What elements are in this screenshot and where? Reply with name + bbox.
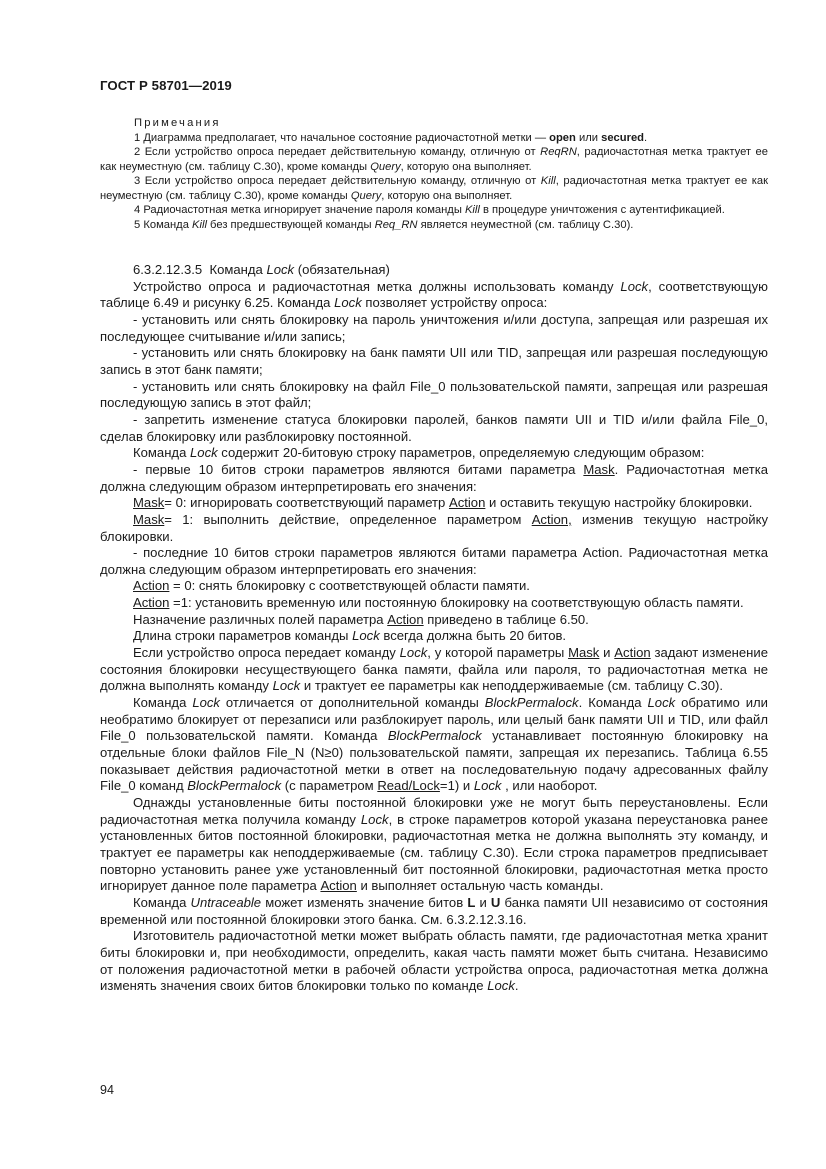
list-item: - установить или снять блокировку на файл File_0 пользовательской памяти, запрещая или разрешая последующую запись в этот файл; (100, 378, 768, 411)
paragraph: Назначение различных полей параметра Action приведено в таблице 6.50. (133, 611, 589, 627)
list-item: - установить или снять блокировку на пароль уничтожения и/или доступа, запрещая или разрешая их последующее считывание и/или запись; (100, 311, 768, 344)
list-item: - первые 10 битов строки параметров являются битами параметра Mask. Радиочастотная метка должна следующим образом интерпретировать его значения: (100, 461, 768, 494)
paragraph: Команда Lock содержит 20-битовую строку параметров, определяемую следующим образом: (133, 445, 705, 461)
list-item: - запретить изменение статуса блокировки паролей, банков памяти UII и TID и/или файла File_0, сделав блокировку или разблокировку постоянной. (100, 411, 768, 444)
mask-value-1: Mask= 1: выполнить действие, определенное параметром Action, изменив текущую настройку блокировки. (100, 511, 768, 544)
notes-section (100, 116, 768, 232)
list-item: - установить или снять блокировку на банк памяти UII или TID, запрещая или разрешая последующую запись в этот банк памяти; (100, 345, 768, 377)
note-item: 1 Диаграмма предполагает, что начальное состояние радиочастотной метки — open или secured. (134, 131, 648, 144)
note-item: 4 Радиочастотная метка игнорирует значение пароля команды Kill в процедуре уничтожения с аутентификацией. (134, 204, 725, 216)
paragraph: Если устройство опроса передает команду Lock, у которой параметры Mask и Action задают изменение состояния блокировки несуществующего банка памяти, файла или пароля, то радиочастотная метка не должна выполнять команду Lock и трактует ее параметры как неподдерживаемые (см. таблицу С.30). (100, 645, 768, 694)
note-item: 2 Если устройство опроса передает действительную команду, отличную от ReqRN, радиочастотная метка трактует ее как неуместную (см. таблицу С.30), кроме команды Query, которую она выполняет. (100, 146, 768, 173)
paragraph: Устройство опроса и радиочастотная метка должны использовать команду Lock, соответствующую таблице 6.49 и рисунку 6.25. Команда Lock позволяет устройству опроса: (100, 278, 768, 311)
action-value-0: Action = 0: снять блокировку с соответствующей области памяти. (133, 578, 530, 594)
action-value-1: Action =1: установить временную или постоянную блокировку на соответствующую область памяти. (133, 595, 744, 611)
notes-caption: Примечания (134, 117, 221, 129)
note-item: 5 Команда Kill без предшествующей команды Req_RN является неуместной (см. таблицу С.30). (134, 218, 634, 231)
list-item: - последние 10 битов строки параметров являются битами параметра Action. Радиочастотная метка должна следующим образом интерпретировать его значения: (100, 545, 768, 577)
note-item: 3 Если устройство опроса передает действительную команду, отличную от Kill, радиочастотная метка трактует ее как неуместную (см. таблицу С.30), кроме команды Query, которую она выполняет. (100, 175, 768, 202)
document-header: ГОСТ Р 58701—2019 (100, 78, 232, 93)
paragraph: Команда Untraceable может изменять значение битов L и U банка памяти UII независимо от состояния временной или постоянной блокировки этого банка. См. 6.3.2.12.3.16. (100, 894, 768, 927)
paragraph: Длина строки параметров команды Lock всегда должна быть 20 битов. (133, 628, 567, 644)
section-heading: 6.3.2.12.3.5 Команда Lock (обязательная) (133, 262, 390, 277)
main-text (100, 262, 768, 995)
page-number: 94 (100, 1083, 114, 1097)
paragraph: Команда Lock отличается от дополнительной команды BlockPermalock. Команда Lock обратимо или необратимо блокирует от перезаписи или разблокирует пароль, или целый банк памяти UII и TID, или файл File_0 пользовательской памяти. Команда BlockPermalock устанавливает постоянную блокировку на отдельные блоки файлов File_N (N≥0) пользовательской памяти, запрещая их перезапись. Таблица 6.55 показывает действия радиочастотной метки в ответ на последовательную подачу адресованных файлу File_0 команд BlockPermalock (с параметром Read/Lock=1) и Lock , или наоборот. (100, 695, 768, 794)
paragraph: Изготовитель радиочастотной метки может выбрать область памяти, где радиочастотная метка хранит биты блокировки и, при необходимости, определить, какая часть памяти может быть считана. Независимо от положения радиочастотной метки в рабочей области устройства опроса, радиочастотная метка должна изменять значения своих битов блокировки только по команде Lock. (100, 928, 768, 994)
paragraph: Однажды установленные биты постоянной блокировки уже не могут быть переустановлены. Если радиочастотная метка получила команду Lock, в строке параметров которой указана переустановка ранее установленных битов постоянной блокировки, радиочастотная метка не должна выполнять эту команду, и трактует ее параметры как неподдерживаемые (см. таблицу С.30). Если строка параметров предписывает повторно установить ранее уже установленный бит постоянной блокировки, радиочастотная метка просто игнорирует данное поле параметра Action и выполняет остальную часть команды. (100, 795, 768, 894)
mask-value-0: Mask= 0: игнорировать соответствующий параметр Action и оставить текущую настройку блокировки. (133, 495, 753, 511)
